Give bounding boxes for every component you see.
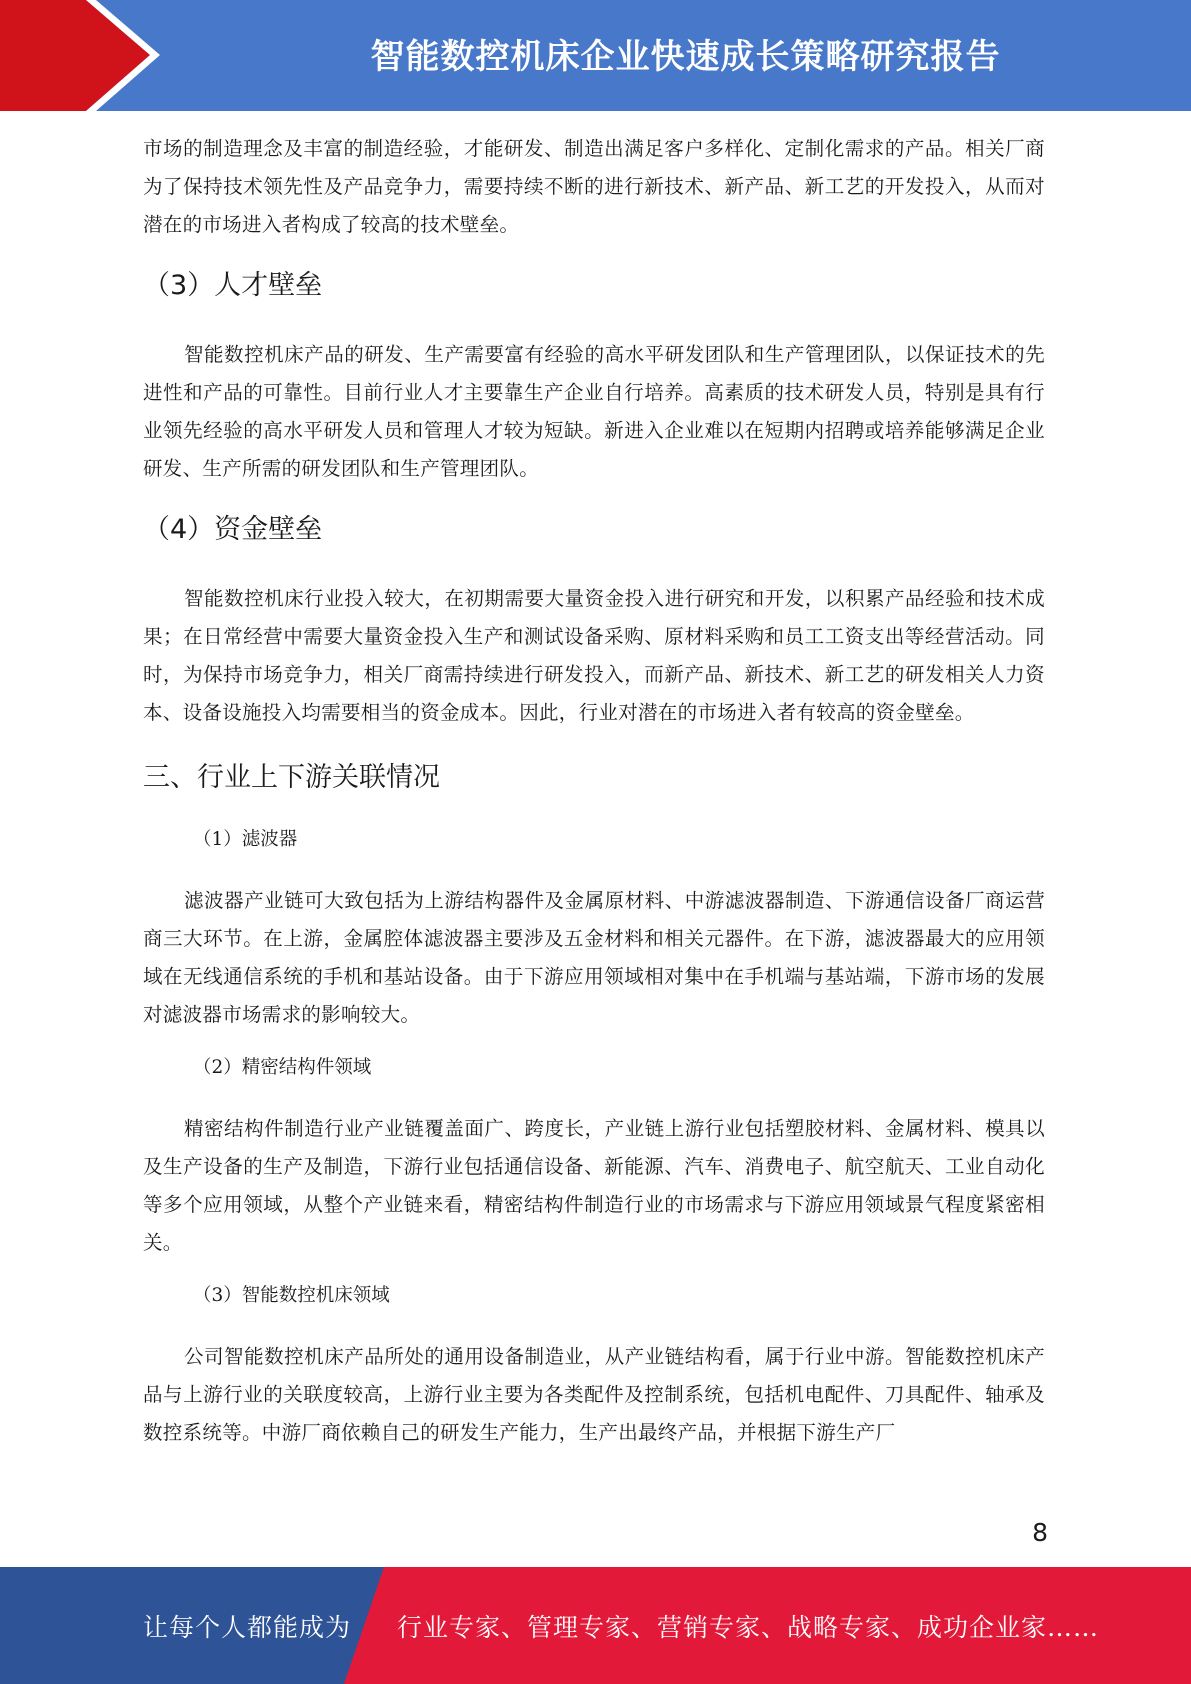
paragraph-precision-structure: 精密结构件制造行业产业链覆盖面广、跨度长，产业链上游行业包括塑胶材料、金属材料、模具以及生产设备的生产及制造，下游行业包括通信设备、新能源、汽车、消费电子、航空航天、工业自动化等多个应用领域，从整个产业链来看，精密结构件制造行业的市场需求与下游应用领域景气程度紧密相关。	[143, 1117, 1045, 1254]
page-number: 8	[1032, 1518, 1048, 1547]
paragraph-tech-barrier-continued: 市场的制造理念及丰富的制造经验，才能研发、制造出满足客户多样化、定制化需求的产品。相关厂商为了保持技术领先性及产品竞争力，需要持续不断的进行新技术、新产品、新工艺的开发投入，从而对潜在的市场进入者构成了较高的技术壁垒。	[143, 137, 1045, 236]
subheading-cnc-machine: （3）智能数控机床领域	[193, 1285, 390, 1306]
heading-talent-barrier: （3）人才壁垒	[143, 270, 323, 301]
footer-slogan-right: 行业专家、管理专家、营销专家、战略专家、成功企业家……	[397, 1612, 1100, 1642]
report-title: 智能数控机床企业快速成长策略研究报告	[370, 36, 1001, 77]
paragraph-talent-barrier: 智能数控机床产品的研发、生产需要富有经验的高水平研发团队和生产管理团队，以保证技术的先进性和产品的可靠性。目前行业人才主要靠生产企业自行培养。高素质的技术研发人员，特别是具有行业领先经验的高水平研发人员和管理人才较为短缺。新进入企业难以在短期内招聘或培养能够满足企业研发、生产所需的研发团队和生产管理团队。	[143, 343, 1045, 480]
subheading-precision-structure: （2）精密结构件领域	[193, 1057, 372, 1078]
footer-slogan-left: 让每个人都能成为	[143, 1612, 352, 1642]
document-body	[143, 130, 1045, 1452]
section-heading-upstream-downstream: 三、行业上下游关联情况	[143, 762, 440, 793]
subheading-filter: （1）滤波器	[193, 829, 298, 850]
heading-capital-barrier: （4）资金壁垒	[143, 514, 323, 545]
paragraph-filter: 滤波器产业链可大致包括为上游结构器件及金属原材料、中游滤波器制造、下游通信设备厂商运营商三大环节。在上游，金属腔体滤波器主要涉及五金材料和相关元器件。在下游，滤波器最大的应用领域在无线通信系统的手机和基站设备。由于下游应用领域相对集中在手机端与基站端，下游市场的发展对滤波器市场需求的影响较大。	[143, 889, 1045, 1026]
paragraph-cnc-machine: 公司智能数控机床产品所处的通用设备制造业，从产业链结构看，属于行业中游。智能数控机床产品与上游行业的关联度较高，上游行业主要为各类配件及控制系统，包括机电配件、刀具配件、轴承及数控系统等。中游厂商依赖自己的研发生产能力，生产出最终产品，并根据下游生产厂	[143, 1345, 1045, 1444]
footer-banner	[0, 1567, 1191, 1684]
paragraph-capital-barrier: 智能数控机床行业投入较大，在初期需要大量资金投入进行研究和开发，以积累产品经验和技术成果；在日常经营中需要大量资金投入生产和测试设备采购、原材料采购和员工工资支出等经营活动。同时，为保持市场竞争力，相关厂商需持续进行研发投入，而新产品、新技术、新工艺的研发相关人力资本、设备设施投入均需要相当的资金成本。因此，行业对潜在的市场进入者有较高的资金壁垒。	[143, 587, 1045, 724]
header-banner	[0, 0, 1191, 111]
